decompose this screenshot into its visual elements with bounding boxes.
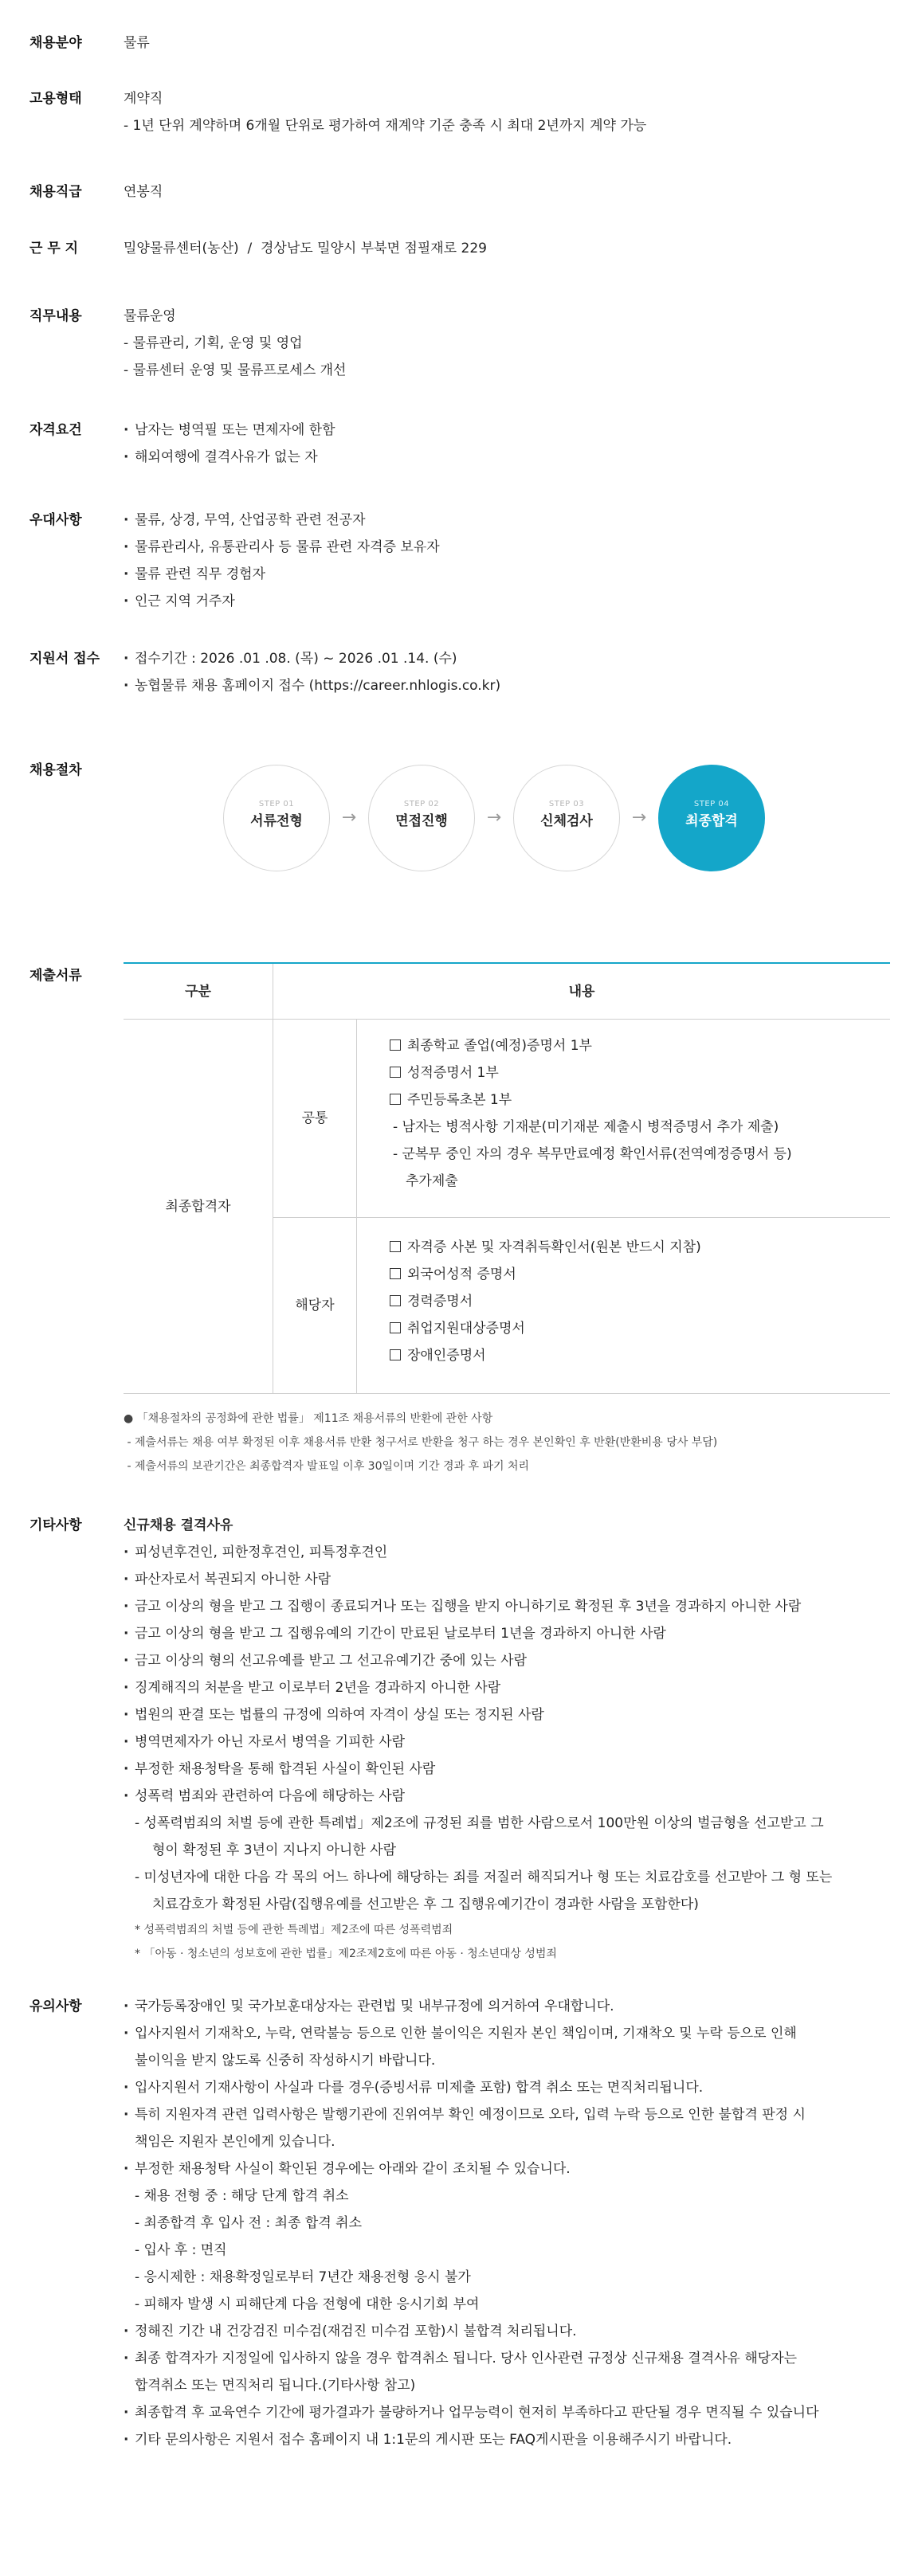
documents-notes	[124, 1407, 889, 1478]
preference-label: 우대사항	[29, 512, 82, 528]
caution-subitem: - 피해자 발생 시 피해단계 다음 전형에 대한 응시기회 부여	[135, 2296, 480, 2312]
step-title: 서류전형	[250, 813, 303, 829]
misc-footnote: * 「아동 · 청소년의 성보호에 관한 법률」제2조제2호에 따른 아동 · 청소년대상 성범죄	[135, 1948, 557, 1960]
document-item: 외국어성적 증명서	[390, 1261, 868, 1288]
step-number: STEP 01	[258, 800, 295, 808]
step-title: 최종합격	[685, 813, 738, 829]
document-item: 성적증명서 1부	[390, 1059, 868, 1086]
step-title: 신체검사	[540, 813, 593, 829]
document-item: 주민등록초본 1부	[390, 1086, 868, 1114]
section-caution	[29, 1993, 890, 2487]
document-item: 자격증 사본 및 자격취득확인서(원본 반드시 지참)	[390, 1234, 868, 1261]
section-field	[29, 29, 890, 61]
application-site: · 농협물류 채용 홈페이지 접수 (https://career.nhlogis.co.kr)	[124, 672, 889, 699]
caution-item: · 입사지원서 기재사항이 사실과 다를 경우(증빙서류 미제출 포함) 합격 취소 또는 면직처리됩니다.	[124, 2074, 889, 2101]
location-label: 근 무 지	[29, 241, 79, 256]
step-number: STEP 04	[693, 800, 730, 808]
employment-label: 고용형태	[29, 91, 82, 107]
table-header	[124, 964, 890, 1020]
process-step-1	[223, 765, 330, 871]
caution-item-cont: 합격취소 또는 면직처리 됩니다.(기타사항 참고)	[135, 2378, 416, 2394]
documents-table	[124, 962, 890, 1394]
caution-item: · 최종 합격자가 지정일에 입사하지 않을 경우 합격취소 됩니다. 당사 인사관련 규정상 신규채용 결격사유 해당자는	[124, 2345, 889, 2372]
misc-subitem: 형이 확정된 후 3년이 지나지 아니한 사람	[152, 1842, 396, 1858]
caution-item: · 특히 지원자격 관련 입력사항은 발행기관에 진위여부 확인 예정이므로 오타, 입력 누락 등으로 인한 불합격 판정 시	[124, 2101, 889, 2128]
preference-item: · 물류, 상경, 무역, 산업공학 관련 전공자	[124, 507, 889, 534]
misc-item: · 법원의 판결 또는 법률의 규정에 의하여 자격이 상실 또는 정지된 사람	[124, 1701, 889, 1728]
misc-item: · 파산자로서 복권되지 아니한 사람	[124, 1566, 889, 1593]
duty-title: 물류운영	[124, 308, 176, 324]
group-items	[390, 1032, 868, 1195]
arrow-right-icon: →	[341, 808, 357, 828]
caution-subitem: - 채용 전형 중 : 해당 단계 합격 취소	[135, 2188, 349, 2204]
section-documents	[29, 962, 890, 1504]
misc-item: · 징계해직의 처분을 받고 이로부터 2년을 경과하지 아니한 사람	[124, 1674, 889, 1701]
arrow-right-icon: →	[631, 808, 647, 828]
header-category: 구분	[124, 964, 273, 1020]
misc-subitem: 치료감호가 확정된 사람(집행유예를 선고받은 후 그 집행유예기간이 경과한 사람을 포함한다)	[152, 1897, 699, 1912]
process-step-2	[368, 765, 475, 871]
preference-item: · 물류 관련 직무 경험자	[124, 561, 889, 588]
document-item: 취업지원대상증명서	[390, 1315, 868, 1342]
process-steps	[223, 765, 781, 876]
caution-item-cont: 불이익을 받지 않도록 신중히 작성하시기 바랍니다.	[135, 2053, 436, 2069]
duty-label: 직무내용	[29, 308, 82, 324]
documents-note: - 제출서류의 보관기간은 최종합격자 발표일 이후 30일이며 기간 경과 후 파기 처리	[124, 1460, 530, 1473]
duty-item: - 물류관리, 기획, 운영 및 영업	[124, 335, 303, 351]
grade-value: 연봉직	[124, 184, 163, 200]
arrow-right-icon: →	[486, 808, 502, 828]
process-step-4	[658, 765, 765, 871]
section-qualification	[29, 417, 890, 480]
documents-note: - 제출서류는 채용 여부 확정된 이후 채용서류 반환 청구서로 반환을 청구 하는 경우 본인확인 후 반환(반환비용 당사 부담)	[124, 1436, 718, 1449]
misc-item: · 병역면제자가 아닌 자로서 병역을 기피한 사람	[124, 1728, 889, 1756]
qualification-item: · 해외여행에 결격사유가 없는 자	[124, 444, 889, 471]
caution-subitem: - 응시제한 : 채용확정일로부터 7년간 채용전형 응시 불가	[135, 2269, 471, 2285]
group-label: 해당자	[295, 1298, 335, 1313]
misc-item: · 금고 이상의 형의 선고유예를 받고 그 선고유예기간 중에 있는 사람	[124, 1647, 889, 1674]
section-application	[29, 645, 890, 709]
group-common	[273, 1020, 890, 1218]
process-label: 채용절차	[29, 762, 82, 778]
caution-item: · 정해진 기간 내 건강검진 미수검(재검진 미수검 포함)시 불합격 처리됩니다.	[124, 2318, 889, 2345]
misc-item: · 성폭력 범죄와 관련하여 다음에 해당하는 사람	[124, 1783, 889, 1810]
section-preference	[29, 507, 890, 618]
misc-item: · 피성년후견인, 피한정후견인, 피특정후견인	[124, 1539, 889, 1566]
preference-item: · 물류관리사, 유통관리사 등 물류 관련 자격증 보유자	[124, 534, 889, 561]
misc-footnote: * 성폭력범죄의 처벌 등에 관한 특례법」제2조에 따른 성폭력범죄	[135, 1924, 453, 1936]
section-process	[29, 757, 890, 884]
application-label: 지원서 접수	[29, 651, 100, 667]
caution-item-cont: 책임은 지원자 본인에게 있습니다.	[135, 2134, 335, 2150]
employment-note: - 1년 단위 계약하며 6개월 단위로 평가하여 재계약 기준 충족 시 최대 2년까지 계약 가능	[124, 118, 647, 134]
header-content: 내용	[568, 984, 595, 1000]
process-step-3	[513, 765, 620, 871]
section-grade	[29, 178, 890, 210]
section-employment	[29, 85, 890, 149]
document-item: 경력증명서	[390, 1288, 868, 1315]
document-item: 최종학교 졸업(예정)증명서 1부	[390, 1032, 868, 1059]
step-number: STEP 03	[548, 800, 585, 808]
document-note: - 군복무 중인 자의 경우 복무만료예정 확인서류(전역예정증명서 등)	[393, 1146, 792, 1162]
document-note: - 남자는 병적사항 기재분(미기재분 제출시 병적증명서 추가 제출)	[393, 1119, 779, 1135]
step-number: STEP 02	[403, 800, 440, 808]
section-location	[29, 235, 890, 267]
caution-item: · 기타 문의사항은 지원서 접수 홈페이지 내 1:1문의 게시판 또는 FAQ게시판을 이용해주시기 바랍니다.	[124, 2426, 889, 2453]
caution-subitem: - 최종합격 후 입사 전 : 최종 합격 취소	[135, 2215, 362, 2231]
employment-value: 계약직	[124, 91, 163, 107]
group-applicable	[273, 1218, 890, 1394]
documents-label: 제출서류	[29, 968, 82, 984]
caution-item: · 부정한 채용청탁 사실이 확인된 경우에는 아래와 같이 조치될 수 있습니다.	[124, 2155, 889, 2183]
documents-note: ● 「채용절차의 공정화에 관한 법률」 제11조 채용서류의 반환에 관한 사항	[124, 1412, 493, 1425]
field-label: 채용분야	[29, 35, 82, 51]
caution-label: 유의사항	[29, 1999, 82, 2014]
misc-subitem: - 미성년자에 대한 다음 각 목의 어느 하나에 해당하는 죄를 저질러 해직되거나 형 또는 치료감호를 선고받아 그 형 또는	[135, 1869, 833, 1885]
caution-item: · 입사지원서 기재착오, 누락, 연락불능 등으로 인한 불이익은 지원자 본인 책임이며, 기재착오 및 누락 등으로 인해	[124, 2020, 889, 2047]
misc-item: · 금고 이상의 형을 받고 그 집행유예의 기간이 만료된 날로부터 1년을 경과하지 아니한 사람	[124, 1620, 889, 1647]
misc-subitem: - 성폭력범죄의 처벌 등에 관한 특례법」제2조에 규정된 죄를 범한 사람으로서 100만원 이상의 벌금형을 선고받고 그	[135, 1815, 824, 1831]
group-items	[390, 1234, 868, 1369]
group-label: 공통	[301, 1110, 328, 1126]
caution-subitem: - 입사 후 : 면직	[135, 2242, 227, 2258]
step-title: 면접진행	[395, 813, 448, 829]
caution-item: · 국가등록장애인 및 국가보훈대상자는 관련법 및 내부규정에 의거하여 우대합니다.	[124, 1993, 889, 2020]
misc-label: 기타사항	[29, 1517, 82, 1533]
misc-title: 신규채용 결격사유	[124, 1517, 233, 1533]
preference-item: · 인근 지역 거주자	[124, 588, 889, 615]
location-value: 밀양물류센터(농산) / 경상남도 밀양시 부북면 점필재로 229	[124, 241, 487, 256]
section-misc	[29, 1512, 890, 1974]
category-label: 최종합격자	[165, 1199, 231, 1215]
document-item: 장애인증명서	[390, 1342, 868, 1369]
section-duty	[29, 303, 890, 390]
misc-item: · 부정한 채용청탁을 통해 합격된 사실이 확인된 사람	[124, 1756, 889, 1783]
application-period: · 접수기간 : 2026 .01 .08. (목) ~ 2026 .01 .14. (수)	[124, 645, 889, 672]
grade-label: 채용직급	[29, 184, 82, 200]
document-note: 추가제출	[406, 1173, 458, 1189]
caution-item: · 최종합격 후 교육연수 기간에 평가결과가 불량하거나 업무능력이 현저히 부족하다고 판단될 경우 면직될 수 있습니다	[124, 2399, 889, 2426]
qualification-label: 자격요건	[29, 422, 82, 438]
duty-item: - 물류센터 운영 및 물류프로세스 개선	[124, 362, 347, 378]
field-value: 물류	[124, 35, 150, 51]
category-cell	[124, 1020, 273, 1394]
misc-item: · 금고 이상의 형을 받고 그 집행이 종료되거나 또는 집행을 받지 아니하기로 확정된 후 3년을 경과하지 아니한 사람	[124, 1593, 889, 1620]
qualification-item: · 남자는 병역필 또는 면제자에 한함	[124, 417, 889, 444]
